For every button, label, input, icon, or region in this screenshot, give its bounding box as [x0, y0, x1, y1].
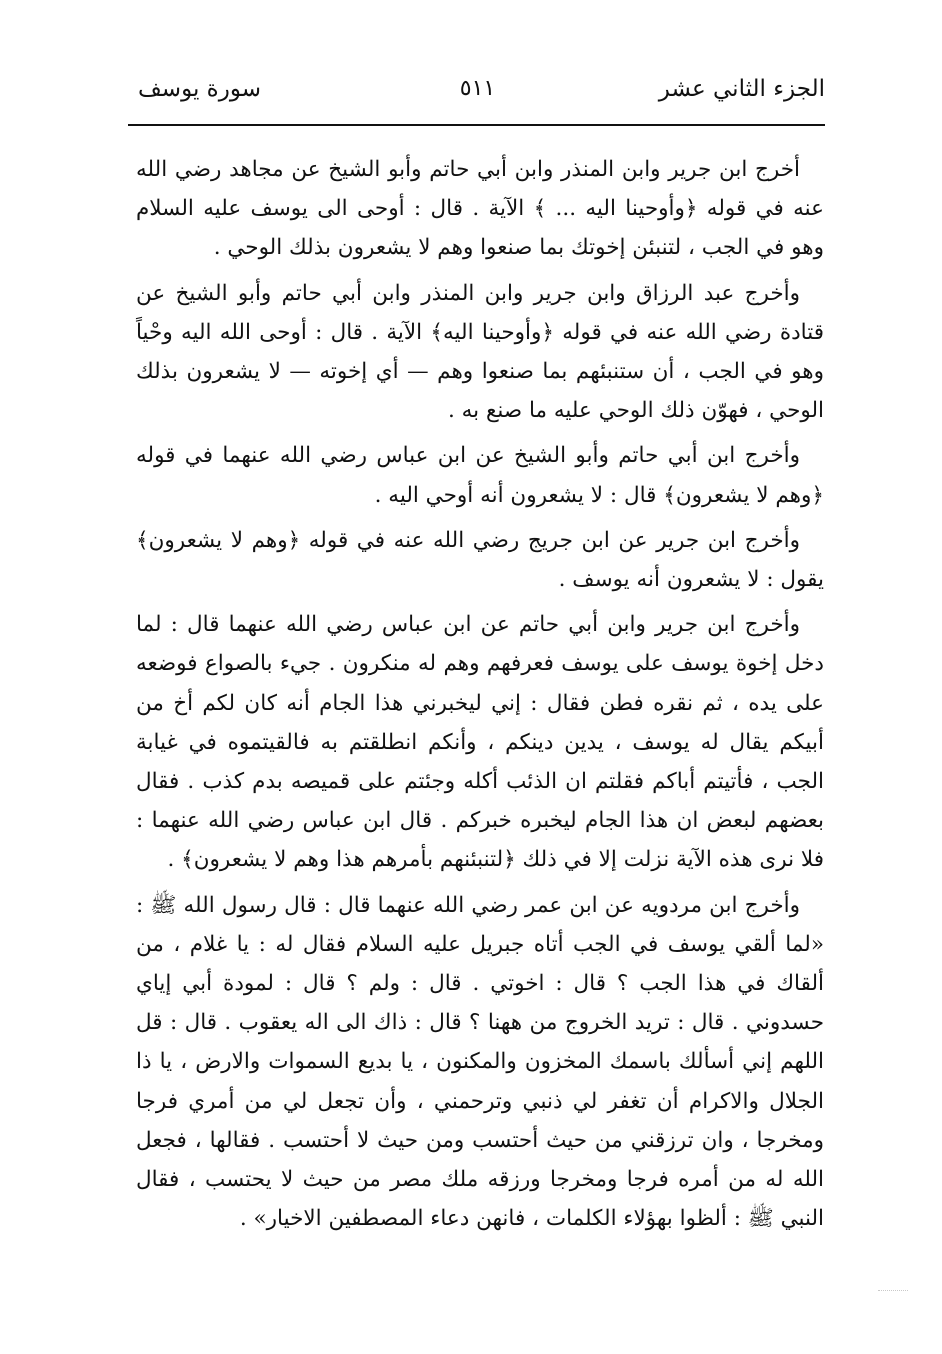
scan-artifact	[878, 1290, 908, 1291]
paragraph-5: وأخرج ابن جرير وابن أبي حاتم عن ابن عباس رضي الله عنهما قال : لما دخل إخوة يوسف على يوسف فعرفهم وهم له منكرون . جيء بالصواع فوضعه على يده ، ثم نقره فطن فقال : إني ليخبرني هذا الجام أنه كان لكم أخ من أبيكم يقال له يوسف ، يدين دينكم ، وأنكم انطلقتم به فالقيتموه في غيابة الجب ، فأتيتم أباكم فقلتم ان الذئب أكله وجئتم على قميصه بدم كذب . فقال بعضهم لبعض ان هذا الجام ليخبره خبركم . قال ابن عباس رضي الله عنهما : فلا نرى هذه الآية نزلت إلا في ذلك ﴿لتنبئنهم بأمرهم هذا وهم لا يشعرون﴾ .	[136, 612, 824, 873]
paragraph-3: وأخرج ابن أبي حاتم وأبو الشيخ عن ابن عباس رضي الله عنهما في قوله ﴿وهم لا يشعرون﴾ قال : لا يشعرون أنه أوحي اليه .	[136, 443, 824, 508]
page-number: ٥١١	[459, 76, 496, 101]
header-rule	[128, 124, 825, 126]
paragraph-6: وأخرج ابن مردويه عن ابن عمر رضي الله عنهما قال : قال رسول الله ﷺ : «لما ألقي يوسف في الجب أتاه جبريل عليه السلام فقال له : يا غلام ، من ألقاك في هذا الجب ؟ قال : اخوتي . قال : ولم ؟ قال : لمودة أبي إياي حسدوني . قال : تريد الخروج من ههنا ؟ قال : ذاك الى اله يعقوب . قال : قل اللهم إني أسألك باسمك المخزون والمكنون ، يا بديع السموات والارض ، يا ذا الجلال والاكرام أن تغفر لي ذنبي وترحمني ، وأن تجعل لي من أمري فرجا ومخرجا ، وان ترزقني من حيث أحتسب ومن حيث لا أحتسب . فقالها ، فجعل الله له من أمره فرجا ومخرجا ورزقه ملك مصر من حيث لا يحتسب ، فقال النبي ﷺ : ألظوا بهؤلاء الكلمات ، فانهن دعاء المصطفين الاخيار» .	[136, 892, 824, 1232]
paragraph-2: وأخرج عبد الرزاق وابن جرير وابن المنذر وابن أبي حاتم وأبو الشيخ عن قتادة رضي الله عنه في قوله ﴿وأوحينا اليه﴾ الآية . قال : أوحى الله اليه وحْياً وهو في الجب ، أن ستنبئهم بما صنعوا وهم — أي إخوته — لا يشعرون بذلك الوحي ، فهوّن ذلك الوحي عليه ما صنع به .	[136, 280, 824, 424]
paragraph-4: وأخرج ابن جرير عن ابن جريج رضي الله عنه في قوله ﴿وهم لا يشعرون﴾ يقول : لا يشعرون أنه يوسف .	[136, 527, 824, 593]
part-title: الجزء الثاني عشر	[658, 76, 825, 102]
surah-title: سورة يوسف	[138, 76, 261, 102]
page-body	[136, 150, 824, 1244]
paragraph-1: أخرج ابن جرير وابن المنذر وابن أبي حاتم وأبو الشيخ عن مجاهد رضي الله عنه في قوله ﴿وأوحينا اليه ... ﴾ الآية . قال : أوحى الى يوسف عليه السلام وهو في الجب ، لتنبئن إخوتك بما صنعوا وهم لا يشعرون بذلك الوحي .	[136, 157, 824, 261]
running-header	[130, 70, 825, 114]
